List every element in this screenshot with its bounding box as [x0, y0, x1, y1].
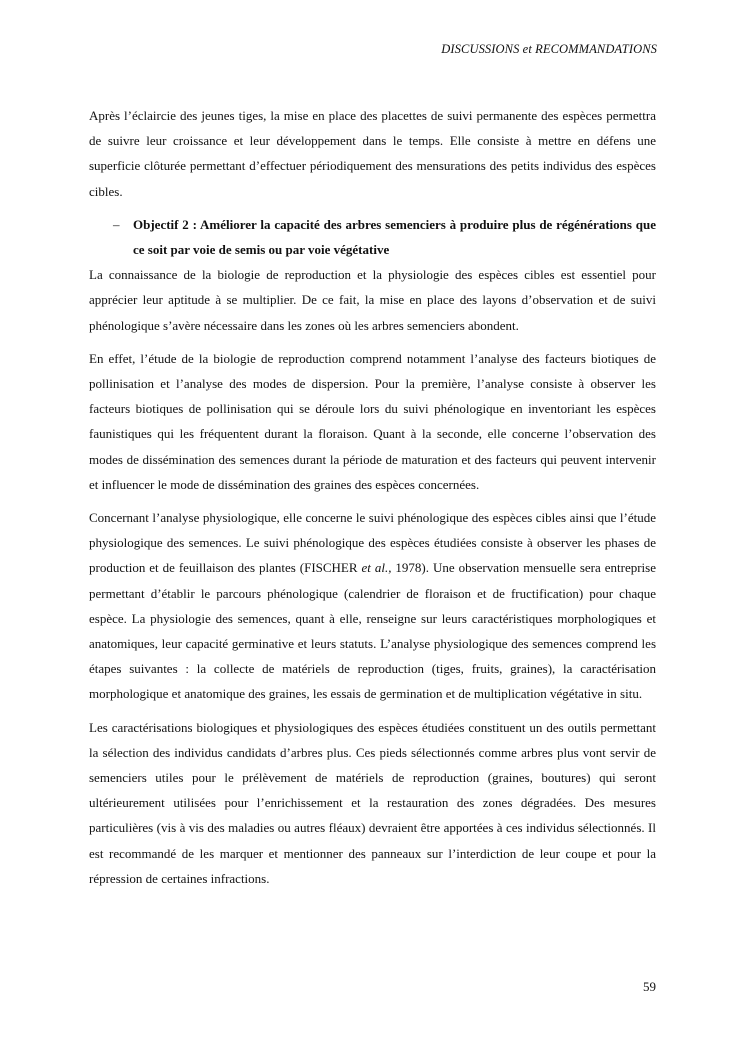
objective-2-heading: [89, 212, 656, 262]
list-bullet: –: [113, 216, 120, 232]
document-body: [89, 103, 656, 899]
page-number: 59: [643, 979, 656, 994]
paragraph-biologie-reproduction: La connaissance de la biologie de reproduction et la physiologie des espèces cibles est essentiel pour apprécier leur aptitude à se multiplier. De ce fait, la mise en place des layons d’observation et de suivi phénologique s’avère nécessaire dans les zones où les arbres semenciers abondent.: [89, 267, 656, 333]
paragraph-placettes: Après l’éclaircie des jeunes tiges, la mise en place des placettes de suivi permanente des espèces permettra de suivre leur croissance et leur développement dans le temps. Elle consiste à mettre en défens une superficie clôturée permettant d’effectuer périodiquement des mensurations des petits individus des espèces cibles.: [89, 108, 656, 199]
paragraph-analyse-physiologique: [89, 505, 656, 707]
paragraph-analyse-physiologique-part1: Concernant l’analyse physiologique, elle concerne le suivi phénologique des espèces cibles ainsi que l’étude physiologique des semences. Le suivi phénologique des espèces étudiées consiste à observer les phases de production et de feuillaison des plantes (FISCHER: [89, 510, 656, 576]
objective-2-text: Objectif 2 : Améliorer la capacité des arbres semenciers à produire plus de régénérations que ce soit par voie de semis ou par voie végétative: [133, 216, 656, 258]
citation-et-al: et al.,: [361, 560, 392, 576]
paragraph-analyse-physiologique-part2: 1978). Une observation mensuelle sera entreprise permettant d’établir le parcours phénologique (calendrier de floraison et de fructification) pour chaque espèce. La physiologie des semences, quant à elle, renseigne sur leurs caractéristiques morphologiques et anatomiques, leur capacité germinative et leurs statuts. L’analyse physiologique des semences comprend les étapes suivantes : la collecte de matériels de reproduction (tiges, fruits, graines), la caractérisation morphologique et anatomique des graines, les essais de germination et de multiplication végétative in situ.: [89, 560, 656, 702]
running-header: DISCUSSIONS et RECOMMANDATIONS: [441, 42, 657, 56]
paragraph-en-effet: En effet, l’étude de la biologie de reproduction comprend notamment l’analyse des facteurs biotiques de pollinisation et l’analyse des modes de dispersion. Pour la première, l’analyse consiste à observer les facteurs biotiques de pollinisation qui se déroule lors du suivi phénologique en inventoriant les espèces faunistiques qui les fréquentent durant la floraison. Quant à la seconde, elle concerne l’observation des modes de dissémination des semences durant la période de maturation et des facteurs qui peuvent intervenir et influencer le mode de dissémination des graines des espèces concernées.: [89, 350, 656, 492]
paragraph-caracterisations: Les caractérisations biologiques et physiologiques des espèces étudiées constituent un des outils permettant la sélection des individus candidats d’arbres plus. Ces pieds sélectionnés comme arbres plus vont servir de semenciers utiles pour le prélèvement de matériels de reproduction (graines, boutures) qui seront ultérieurement utilisées pour l’enrichissement et la restauration des zones dégradées. Des mesures particulières (vis à vis des maladies ou autres fléaux) devraient être apportées à ces individus sélectionnés. Il est recommandé de les marquer et mentionner des panneaux sur l’interdiction de leur coupe et pour la répression de certaines infractions.: [89, 719, 656, 886]
